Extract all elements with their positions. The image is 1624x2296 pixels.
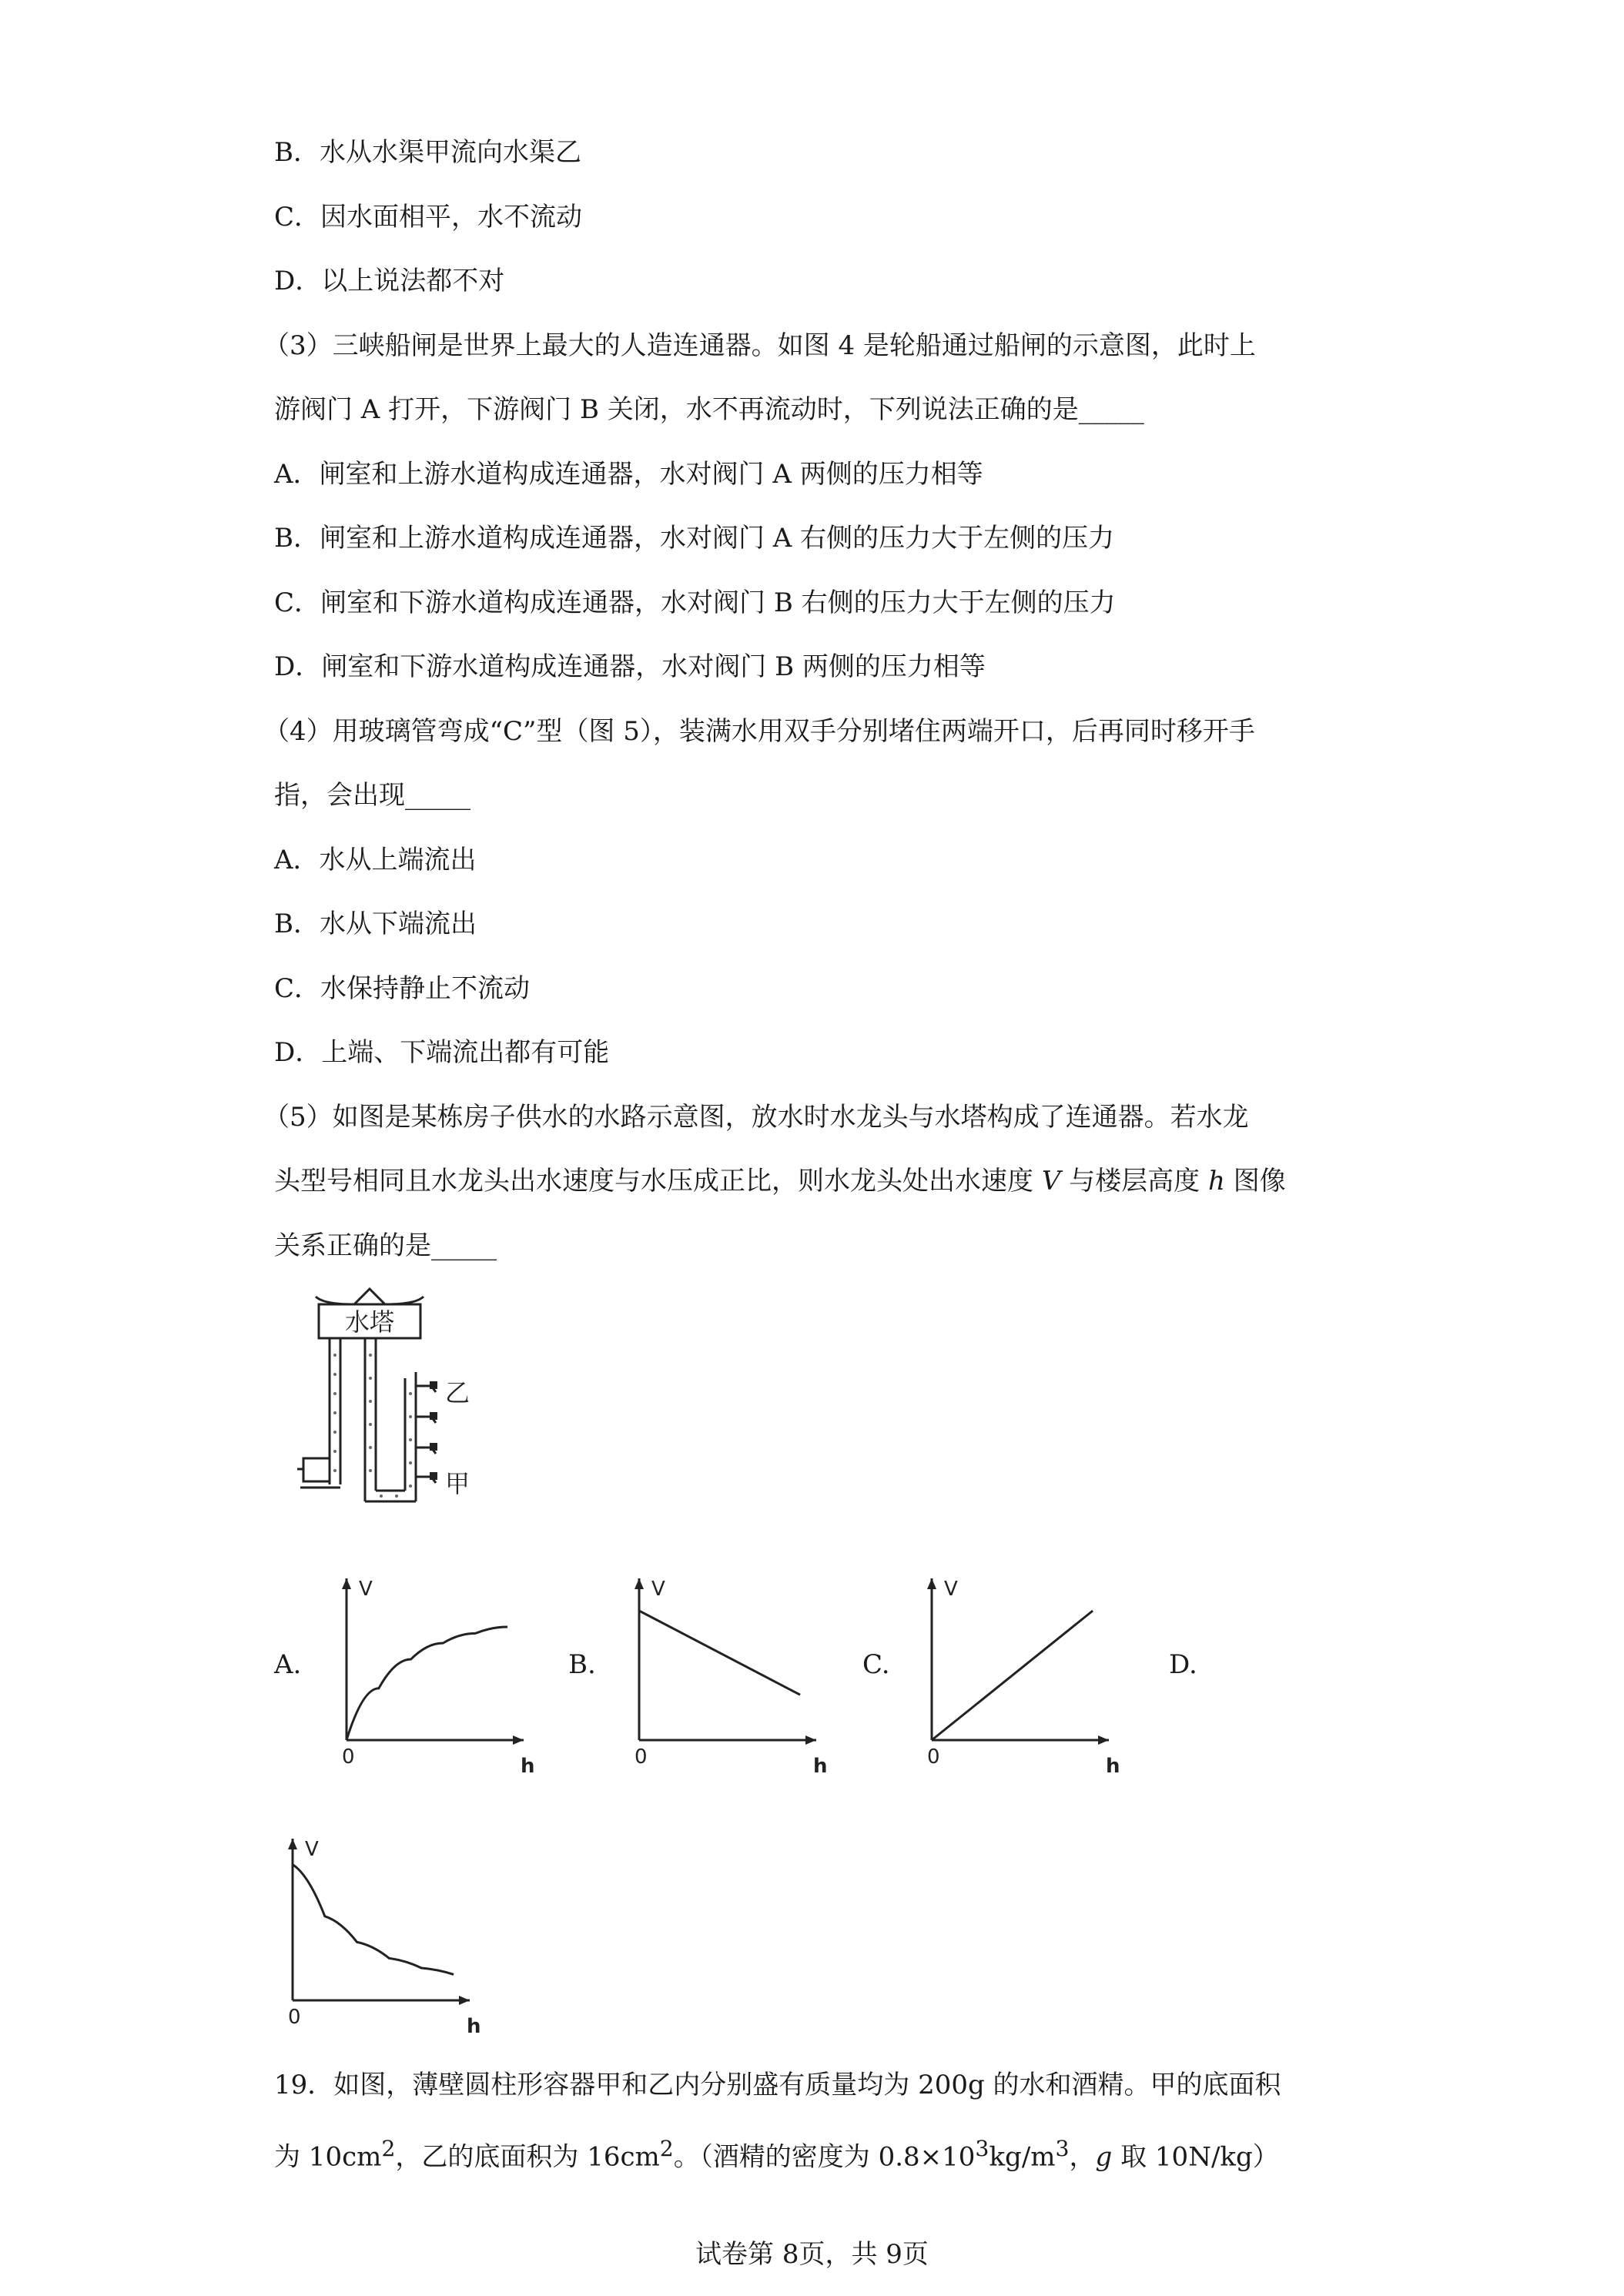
graph-c [909,1548,1124,1794]
page-footer: 试卷第 8页，共 9页 [695,2239,929,2270]
option-a-q4: A．水从上端流出 [274,845,477,875]
q4-stem-line2: 指，会出现_____ [274,780,470,811]
option-b-q2: B．水从水渠甲流向水渠乙 [274,137,581,168]
y-axis-arrow [288,1839,297,1849]
y-axis-label: V [944,1578,958,1601]
origin-label: 0 [288,2006,301,2029]
q5-stem-line3: 关系正确的是_____ [274,1230,497,1261]
x-axis-label: h [813,1755,828,1778]
tower-label: 水塔 [344,1307,395,1337]
origin-label: 0 [342,1745,355,1769]
x-axis-arrow [1098,1735,1109,1745]
x-axis-arrow [459,1996,470,2005]
origin-label: 0 [927,1745,940,1769]
q4-stem-line1: （4）用玻璃管弯成“C”型（图 5），装满水用双手分别堵住两端开口，后再同时移开手 [263,716,1255,747]
x-axis-label: h [521,1755,535,1778]
y-axis-arrow [635,1578,644,1589]
series-line [347,1627,507,1740]
option-b-q3: B．闸室和上游水道构成连通器，水对阀门 A 右侧的压力大于左侧的压力 [274,523,1115,554]
q3-stem-line2: 游阀门 A 打开，下游阀门 B 关闭，水不再流动时，下列说法正确的是_____ [274,394,1144,425]
origin-label: 0 [635,1745,648,1769]
x-axis-arrow [805,1735,816,1745]
series-line [639,1611,800,1695]
option-c-q4: C．水保持静止不流动 [274,973,531,1004]
q5-stem-line2: 头型号相同且水龙头出水速度与水压成正比，则水龙头处出水速度 V 与楼层高度 h 图像 [274,1166,1286,1197]
y-axis-label: V [651,1578,665,1601]
y-axis-arrow [927,1578,936,1589]
q19-line1: 19．如图，薄壁圆柱形容器甲和乙内分别盛有质量均为 200g 的水和酒精。甲的底面积 [274,2070,1281,2100]
x-axis-label: h [1106,1755,1120,1778]
graph-b [616,1548,832,1794]
y-axis-label: V [359,1578,373,1601]
y-axis-label: V [305,1838,319,1861]
graph-a [323,1548,539,1794]
water-tower-diagram [293,1286,493,1525]
option-b-q4: B．水从下端流出 [274,909,477,939]
option-c-q3: C．闸室和下游水道构成连通器，水对阀门 B 右侧的压力大于左侧的压力 [274,587,1116,618]
graph-option-b-label: B. [568,1649,596,1680]
option-a-q3: A．闸室和上游水道构成连通器，水对阀门 A 两侧的压力相等 [274,459,983,490]
lower-tap-label: 甲 [445,1469,470,1498]
option-d-q4: D．上端、下端流出都有可能 [274,1037,610,1068]
x-axis-arrow [513,1735,524,1745]
graph-d [270,1808,485,2054]
x-axis-label: h [467,2015,481,2038]
q19-line2: 为 $10cm^2$，乙的底面积为 $16cm^2$。（酒精的密度为 $0.8\times 10^3kg/m^3$，g 取 10N/kg） [274,2136,1279,2173]
y-axis-arrow [342,1578,351,1589]
graph-option-c-label: C. [862,1649,890,1680]
option-d-q3: D．闸室和下游水道构成连通器，水对阀门 B 两侧的压力相等 [274,651,986,682]
series-line [932,1611,1093,1740]
option-d-q2: D．以上说法都不对 [274,266,505,296]
graph-option-d-label: D. [1169,1649,1197,1680]
upper-tap-label: 乙 [445,1378,470,1407]
graph-option-a-label: A. [274,1649,302,1680]
option-c-q2: C．因水面相平，水不流动 [274,202,583,233]
series-line [293,1865,454,1975]
q3-stem-line1: （3）三峡船闸是世界上最大的人造连通器。如图 4 是轮船通过船闸的示意图，此时上 [263,330,1256,361]
q5-stem-line1: （5）如图是某栋房子供水的水路示意图，放水时水龙头与水塔构成了连通器。若水龙 [263,1102,1249,1133]
